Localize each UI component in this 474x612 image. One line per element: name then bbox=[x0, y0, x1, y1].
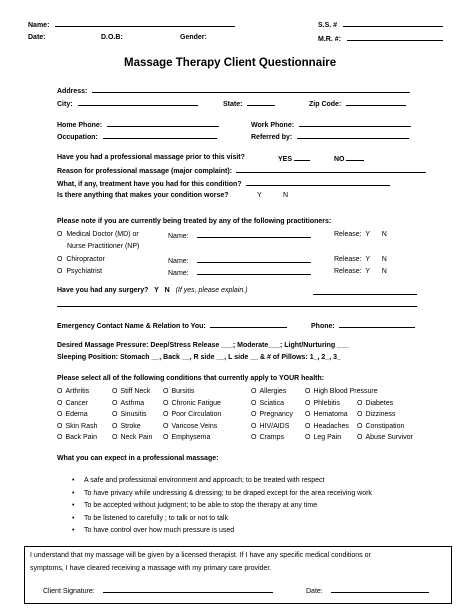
practitioner-row-continued: Nurse Practitioner (NP) bbox=[67, 243, 140, 250]
condition-label: Emphysema bbox=[171, 434, 211, 441]
condition-label: Pregnancy bbox=[259, 411, 293, 418]
pressure-preference[interactable]: Desired Massage Pressure: Deep/Stress Release ___; Moderate___; Light/Nurturing ___ bbox=[57, 342, 349, 349]
bullet-icon: • bbox=[72, 502, 75, 509]
condition-label: Skin Rash bbox=[65, 422, 98, 430]
condition-option[interactable] bbox=[57, 399, 88, 408]
address-label: Address: bbox=[57, 88, 88, 95]
condition-option[interactable] bbox=[251, 387, 286, 396]
condition-label: Neck Pain bbox=[120, 434, 153, 441]
page-title: Massage Therapy Client Questionnaire bbox=[124, 57, 337, 69]
consent-statement: I understand that my massage will be given by a licensed therapist. If I have any specific medical conditions or bbox=[30, 552, 371, 559]
surgery-no[interactable]: N bbox=[164, 287, 170, 294]
condition-option[interactable] bbox=[357, 410, 395, 419]
surgery-note: (If yes, please explain.) bbox=[175, 287, 248, 294]
expectation-item: To have privacy while undressing & dressing; to be draped except for the area receiving work bbox=[84, 489, 372, 497]
practitioner-row: O Psychiatrist bbox=[57, 268, 103, 275]
radio-bullet[interactable]: O bbox=[305, 388, 311, 395]
release-no[interactable]: N bbox=[381, 256, 387, 263]
prior-massage-no[interactable]: NO bbox=[334, 153, 364, 164]
release-yes[interactable]: Y bbox=[365, 268, 371, 275]
condition-label: Phlebitis bbox=[313, 399, 340, 407]
condition-label: Varicose Veins bbox=[171, 422, 218, 430]
radio-bullet[interactable]: O bbox=[357, 422, 363, 430]
practitioner-release: Release: Y N bbox=[334, 231, 387, 238]
radio-bullet[interactable]: O bbox=[57, 399, 63, 407]
radio-bullet[interactable]: O bbox=[251, 422, 257, 430]
radio-bullet[interactable]: O bbox=[57, 434, 63, 441]
condition-option[interactable] bbox=[163, 433, 210, 442]
city-field[interactable] bbox=[57, 98, 198, 109]
surgery-question: Have you had any surgery? Y N (If yes, please explain.) bbox=[57, 287, 248, 294]
referred-by-field[interactable] bbox=[251, 131, 409, 142]
condition-option[interactable] bbox=[251, 433, 284, 442]
mr-label: M.R. #: bbox=[318, 36, 341, 43]
ss-label: S.S. # bbox=[318, 22, 338, 29]
condition-option[interactable] bbox=[57, 422, 97, 431]
radio-bullet[interactable]: O bbox=[112, 399, 118, 407]
radio-bullet[interactable]: O bbox=[357, 411, 363, 418]
bullet-icon: • bbox=[72, 489, 75, 497]
condition-label: Stiff Neck bbox=[120, 388, 151, 395]
radio-bullet[interactable]: O bbox=[357, 434, 363, 441]
home-phone-field[interactable] bbox=[57, 119, 219, 130]
prior-massage-yes[interactable]: YES bbox=[278, 153, 310, 164]
surgery-line[interactable] bbox=[313, 294, 417, 295]
surgery-yes[interactable]: Y bbox=[154, 287, 159, 294]
release-yes[interactable]: Y bbox=[365, 231, 371, 238]
condition-option[interactable] bbox=[112, 387, 150, 396]
radio-bullet[interactable]: O bbox=[112, 434, 118, 441]
condition-option[interactable] bbox=[251, 422, 289, 431]
radio-bullet[interactable]: O bbox=[163, 399, 169, 407]
condition-option[interactable] bbox=[112, 433, 152, 442]
signature-date-field[interactable] bbox=[306, 585, 429, 596]
name-field[interactable] bbox=[28, 19, 235, 30]
condition-label: Bursitis bbox=[171, 388, 195, 395]
dob-label: D.O.B: bbox=[101, 34, 123, 41]
condition-label: Arthritis bbox=[65, 388, 90, 395]
state-field[interactable] bbox=[223, 98, 275, 109]
condition-option[interactable] bbox=[251, 399, 284, 408]
occupation-label: Occupation: bbox=[57, 134, 98, 141]
date-label: Date: bbox=[28, 34, 46, 41]
expectation-item: A safe and professional environment and approach; to be treated with respect bbox=[84, 477, 325, 484]
expectations-heading: What you can expect in a professional massage: bbox=[57, 455, 219, 462]
condition-label: Cancer bbox=[65, 399, 89, 407]
condition-label: Leg Pain bbox=[313, 434, 342, 441]
practitioner-row: O Medical Doctor (MD) or bbox=[57, 231, 139, 238]
expectation-item: To have control over how much pressure is used bbox=[84, 527, 235, 534]
client-signature-field[interactable] bbox=[43, 585, 273, 596]
condition-label: Dizziness bbox=[365, 411, 396, 418]
condition-label: High Blood Pressure bbox=[313, 388, 378, 395]
worse-question: Is there anything that makes your condition worse? bbox=[57, 192, 229, 199]
city-label: City: bbox=[57, 101, 73, 108]
practitioner-release: Release: Y N bbox=[334, 256, 387, 263]
condition-option[interactable] bbox=[305, 422, 349, 431]
condition-option[interactable] bbox=[357, 422, 404, 431]
treatment-field[interactable] bbox=[57, 178, 390, 189]
treatment-label: What, if any, treatment have you had for this condition? bbox=[57, 181, 242, 188]
worse-yes[interactable]: Y bbox=[257, 192, 262, 199]
occupation-field[interactable] bbox=[57, 131, 217, 142]
radio-bullet[interactable]: O bbox=[57, 388, 63, 395]
bullet-icon: • bbox=[72, 527, 75, 534]
condition-label: Sinusitis bbox=[120, 411, 147, 418]
conditions-intro: Please select all of the following conditions that currently apply to YOUR health: bbox=[57, 375, 325, 382]
consent-statement: symptoms, I have cleared receiving a massage with my primary care provider. bbox=[30, 565, 272, 572]
condition-option[interactable] bbox=[357, 399, 393, 408]
release-yes[interactable]: Y bbox=[365, 256, 371, 263]
radio-bullet[interactable]: O bbox=[112, 388, 118, 395]
condition-option[interactable] bbox=[305, 387, 378, 396]
condition-option[interactable] bbox=[112, 422, 141, 431]
radio-bullet[interactable]: O bbox=[163, 411, 169, 418]
condition-label: Allergies bbox=[259, 388, 287, 395]
expectation-item: To be listened to carefully ; to talk or not to talk bbox=[84, 514, 228, 522]
condition-option[interactable] bbox=[251, 410, 293, 419]
radio-bullet[interactable]: O bbox=[163, 422, 169, 430]
condition-label: Chronic Fatigue bbox=[171, 399, 221, 407]
name-label: Name: bbox=[28, 22, 50, 29]
radio-bullet[interactable]: O bbox=[57, 231, 63, 238]
release-no[interactable]: N bbox=[381, 231, 387, 238]
radio-bullet[interactable]: O bbox=[57, 256, 63, 263]
condition-label: Poor Circulation bbox=[171, 411, 222, 418]
radio-bullet[interactable]: O bbox=[57, 268, 63, 275]
signature-date-label: Date: bbox=[306, 588, 323, 595]
work-phone-field[interactable] bbox=[251, 119, 411, 130]
condition-option[interactable] bbox=[305, 410, 348, 419]
bullet-icon: • bbox=[72, 514, 75, 522]
condition-label: Hematoma bbox=[313, 411, 348, 418]
worse-no[interactable]: N bbox=[283, 192, 289, 199]
ss-field[interactable] bbox=[318, 19, 443, 30]
radio-bullet[interactable]: O bbox=[163, 388, 169, 395]
condition-option[interactable] bbox=[57, 433, 97, 442]
radio-bullet[interactable]: O bbox=[305, 411, 311, 418]
radio-bullet[interactable]: O bbox=[112, 411, 118, 418]
condition-option[interactable] bbox=[163, 399, 221, 408]
radio-bullet[interactable]: O bbox=[251, 411, 257, 418]
emergency-contact-field[interactable] bbox=[57, 320, 287, 331]
condition-label: Cramps bbox=[259, 434, 284, 441]
prior-massage-question: Have you had a professional massage prior to this visit? bbox=[57, 154, 245, 161]
condition-option[interactable] bbox=[112, 399, 144, 408]
gender-label: Gender: bbox=[180, 34, 207, 41]
condition-label: Asthma bbox=[120, 399, 145, 407]
condition-label: Diabetes bbox=[365, 399, 394, 407]
reason-field[interactable] bbox=[57, 165, 426, 176]
condition-label: Sciatica bbox=[259, 399, 284, 407]
condition-label: HIV/AIDS bbox=[259, 422, 290, 430]
radio-bullet[interactable]: O bbox=[57, 411, 63, 418]
practitioner-name-field[interactable]: Name: bbox=[168, 255, 311, 266]
practitioner-name-field[interactable]: Name: bbox=[168, 267, 311, 278]
condition-option[interactable] bbox=[357, 433, 413, 442]
expectation-item: To be accepted without judgment; to be able to stop the therapy at any time bbox=[84, 502, 318, 509]
radio-bullet[interactable]: O bbox=[357, 399, 363, 407]
zip-label: Zip Code: bbox=[309, 101, 342, 108]
practitioner-row: O Chiropractor bbox=[57, 256, 105, 263]
condition-option[interactable] bbox=[57, 410, 88, 419]
reason-label: Reason for professional massage (major complaint): bbox=[57, 168, 233, 175]
surgery-line[interactable] bbox=[57, 306, 417, 307]
condition-option[interactable] bbox=[112, 410, 147, 419]
condition-option[interactable] bbox=[163, 410, 221, 419]
radio-bullet[interactable]: O bbox=[251, 434, 257, 441]
address-field[interactable] bbox=[57, 85, 410, 96]
state-label: State: bbox=[223, 101, 243, 108]
radio-bullet[interactable]: O bbox=[163, 434, 169, 441]
condition-label: Edema bbox=[65, 411, 88, 418]
condition-option[interactable] bbox=[163, 422, 217, 431]
practitioner-release: Release: Y N bbox=[334, 268, 387, 275]
condition-label: Back Pain bbox=[65, 434, 97, 441]
radio-bullet[interactable]: O bbox=[251, 388, 257, 395]
release-no[interactable]: N bbox=[381, 268, 387, 275]
emergency-phone-label: Phone: bbox=[311, 323, 335, 330]
emergency-phone-field[interactable] bbox=[311, 320, 415, 331]
zip-field[interactable] bbox=[309, 98, 406, 109]
work-phone-label: Work Phone: bbox=[251, 122, 295, 129]
condition-option[interactable] bbox=[305, 399, 340, 408]
mr-field[interactable] bbox=[318, 33, 443, 44]
emergency-contact-label: Emergency Contact Name & Relation to You: bbox=[57, 323, 206, 330]
radio-bullet[interactable]: O bbox=[305, 399, 311, 407]
condition-label: Headaches bbox=[313, 422, 349, 430]
condition-option[interactable] bbox=[163, 387, 194, 396]
practitioners-intro: Please note if you are currently being treated by any of the following practitioners: bbox=[57, 218, 332, 225]
radio-bullet[interactable]: O bbox=[251, 399, 257, 407]
radio-bullet[interactable]: O bbox=[305, 434, 311, 441]
condition-label: Constipation bbox=[365, 422, 405, 430]
client-signature-label: Client Signature: bbox=[43, 588, 95, 595]
radio-bullet[interactable]: O bbox=[57, 422, 63, 430]
home-phone-label: Home Phone: bbox=[57, 122, 103, 129]
condition-label: Abuse Survivor bbox=[365, 434, 413, 441]
radio-bullet[interactable]: O bbox=[112, 422, 118, 430]
radio-bullet[interactable]: O bbox=[305, 422, 311, 430]
condition-option[interactable] bbox=[305, 433, 341, 442]
condition-option[interactable] bbox=[57, 387, 89, 396]
condition-label: Stroke bbox=[120, 422, 141, 430]
practitioner-name-field[interactable]: Name: bbox=[168, 230, 311, 241]
sleeping-position[interactable]: Sleeping Position: Stomach __, Back __, R side __, L side __ & # of Pillows: 1_, 2_, 3_ bbox=[57, 354, 341, 361]
referred-by-label: Referred by: bbox=[251, 134, 293, 141]
bullet-icon: • bbox=[72, 477, 75, 484]
